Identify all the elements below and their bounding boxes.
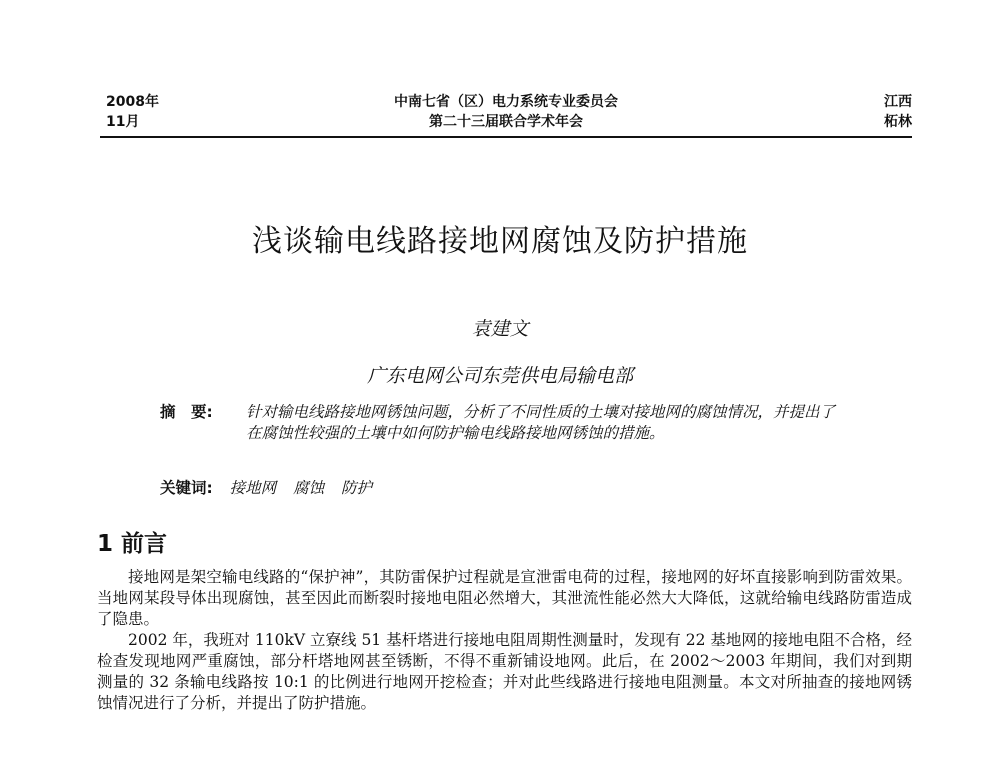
header-conference xyxy=(100,92,912,132)
paper-title: 浅谈输电线路接地网腐蚀及防护措施 xyxy=(252,224,748,259)
header-province: 江西 xyxy=(884,94,912,110)
section-heading: 1 前言 xyxy=(97,531,168,557)
header-location xyxy=(884,92,912,132)
header-month: 11月 xyxy=(106,114,140,130)
header-year: 2008年 xyxy=(106,94,159,110)
paper-author: 袁建文 xyxy=(471,318,529,340)
section-body xyxy=(97,567,912,714)
keyword-item: 腐蚀 xyxy=(293,479,325,497)
keyword-item: 防护 xyxy=(341,479,373,497)
body-paragraph: 2002 年，我班对 110kV 立寮线 51 基杆塔进行接地电阻周期性测量时，发现有 22 基地网的接地电阻不合格，经检查发现地网严重腐蚀，部分杆塔地网甚至锈断，不得不重新铺设地网。此后，在 2002～2003 年期间，我们对到期测量的 32 条输电线路按 10:1 的比例进行地网开挖检查；并对此些线路进行接地电阻测量。本文对所抽查的接地网锈蚀情况进行了分析，并提出了防护措施。 xyxy=(97,631,912,712)
keyword-item: 接地网 xyxy=(229,479,277,497)
paper-affiliation: 广东电网公司东莞供电局输电部 xyxy=(366,365,633,387)
header-town: 柘林 xyxy=(884,114,912,130)
body-paragraph: 接地网是架空输电线路的“保护神”，其防雷保护过程就是宣泄雷电荷的过程，接地网的好坏直接影响到防雷效果。当地网某段导体出现腐蚀，甚至因此而断裂时接地电阻必然增大，其泄流性能必然大大降低，这就给输电线路防雷造成了隐患。 xyxy=(97,568,912,628)
abstract-text: 针对输电线路接地网锈蚀问题，分析了不同性质的土壤对接地网的腐蚀情况，并提出了在腐蚀性较强的土壤中如何防护输电线路接地网锈蚀的措施。 xyxy=(246,403,836,442)
keywords xyxy=(160,478,372,499)
abstract-label: 摘 要: xyxy=(160,403,213,421)
keywords-label: 关键词: xyxy=(160,479,213,497)
header-committee: 中南七省（区）电力系统专业委员会 xyxy=(394,94,618,110)
running-header xyxy=(100,92,912,138)
header-rule xyxy=(100,136,912,138)
header-meeting: 第二十三届联合学术年会 xyxy=(429,114,583,130)
